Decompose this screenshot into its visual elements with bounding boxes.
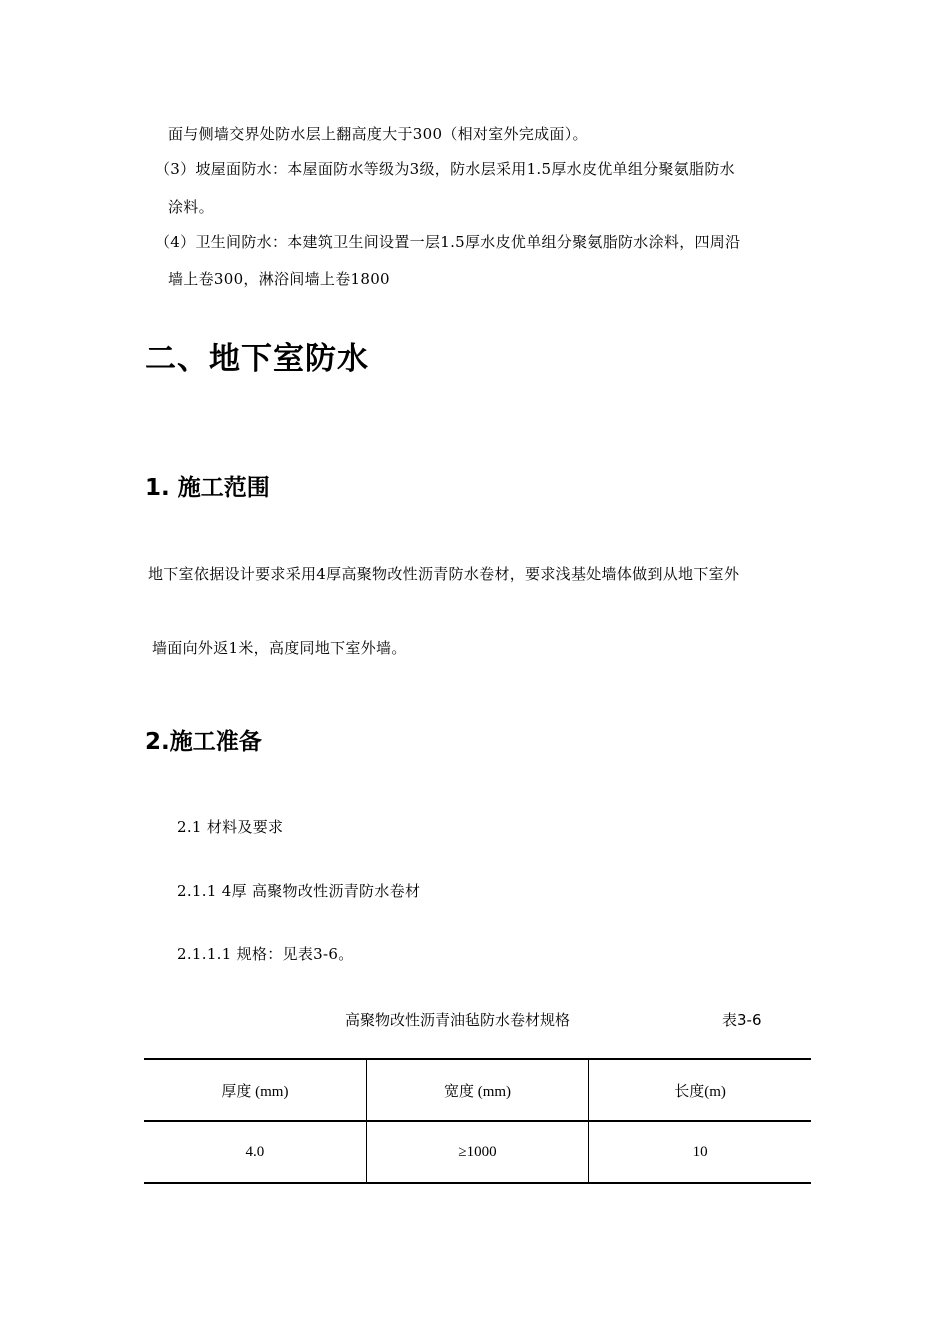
table-cell: ≥1000 xyxy=(366,1121,588,1183)
paragraph-line: 涂料。 xyxy=(168,198,214,216)
table-row xyxy=(144,1121,811,1183)
table-header-cell: 宽度 (mm) xyxy=(366,1059,588,1121)
table-cell: 4.0 xyxy=(144,1121,366,1183)
table-header-cell: 长度(m) xyxy=(589,1059,811,1121)
paragraph-line: 墙上卷300，淋浴间墙上卷1800 xyxy=(168,270,390,288)
spec-table xyxy=(144,1058,811,1184)
prep-item: 2.1 材料及要求 xyxy=(177,818,284,836)
prep-item: 2.1.1 4厚 高聚物改性沥青防水卷材 xyxy=(177,882,421,900)
prep-item: 2.1.1.1 规格：见表3-6。 xyxy=(177,945,354,963)
table-caption: 高聚物改性沥青油毡防水卷材规格 xyxy=(345,1011,571,1029)
table-cell: 10 xyxy=(589,1121,811,1183)
table-header-cell: 厚度 (mm) xyxy=(144,1059,366,1121)
table-number: 表3-6 xyxy=(722,1011,762,1029)
table-header-row xyxy=(144,1059,811,1121)
section-title: 二、地下室防水 xyxy=(145,341,369,377)
subsection-heading-scope: 1. 施工范围 xyxy=(145,475,270,501)
scope-paragraph-line: 墙面向外返1米，高度同地下室外墙。 xyxy=(152,639,407,657)
paragraph-line: （3）坡屋面防水：本屋面防水等级为3级，防水层采用1.5厚水皮优单组分聚氨脂防水 xyxy=(155,160,735,178)
paragraph-line: 面与侧墙交界处防水层上翻高度大于300（相对室外完成面）。 xyxy=(168,125,588,143)
subsection-heading-prep: 2.施工准备 xyxy=(145,729,262,755)
paragraph-line: （4）卫生间防水：本建筑卫生间设置一层1.5厚水皮优单组分聚氨脂防水涂料，四周沿 xyxy=(155,233,741,251)
scope-paragraph-line: 地下室依据设计要求采用4厚高聚物改性沥青防水卷材，要求浅基处墙体做到从地下室外 xyxy=(148,565,740,583)
